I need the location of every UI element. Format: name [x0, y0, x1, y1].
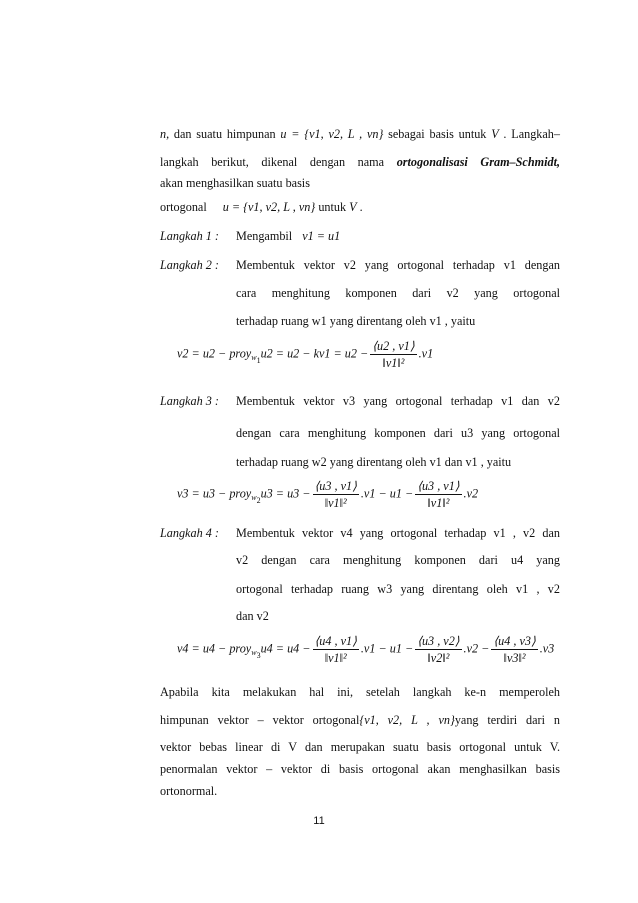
step3-formula: v3 = u3 − proy$_{w_2}$u3 = u3 − $\frac{⟨u3 , v1⟩}{\text{‖v1‖²}}$ .v1 − u1 − $\frac{⟨u3 , v1⟩}{\text{‖v1‖²}}$ .v2 [177, 479, 479, 510]
step2-formula-mid: u2 = u2 − kv1 = u2 − [260, 346, 369, 361]
intro-line-3: akan menghasilkan suatu basis [160, 176, 310, 190]
intro-text-c: . Langkah– [498, 127, 560, 141]
step3-fraction-1 [313, 479, 359, 510]
step4-fraction-2 [415, 634, 461, 665]
intro-line4-V: V [349, 200, 357, 214]
closing-line2-b: yang terdiri dari n [454, 713, 560, 727]
step3-numerator-1: ⟨u3 , v1⟩ [314, 479, 357, 493]
step4-formula-mid2: .v1 − u1 − [360, 641, 414, 656]
step4-denominator-1: ‖v1‖² [324, 651, 347, 665]
closing-line2-a: himpunan vektor – vektor ortogonal [160, 713, 360, 727]
step4-line-3: ortogonal terhadap ruang w3 yang direntang oleh v1 , v2 [236, 582, 560, 596]
intro-line-2 [160, 155, 560, 169]
intro-line4-set: u = {v1, v2, L , vn} [222, 200, 316, 214]
step3-formula-mid: u3 = u3 − [260, 486, 311, 501]
step4-label: Langkah 4 : [160, 526, 219, 540]
closing-set: {v1, v2, L , vn} [359, 713, 455, 727]
step4-fraction-1 [313, 634, 359, 665]
step3-denominator-1: ‖v1‖² [324, 496, 347, 510]
closing-line-3: vektor bebas linear di V dan merupakan suatu basis ortogonal untuk V. [160, 740, 560, 754]
closing-line-2 [160, 713, 560, 727]
step4-formula-mid3: .v2 − [463, 641, 490, 656]
intro-V: V [491, 127, 499, 141]
step3-formula-mid2: .v1 − u1 − [360, 486, 414, 501]
step2-formula: v2 = u2 − proy$_{w_1}$u2 = u2 − kv1 = u2 − $\frac{⟨u2 , v1⟩}{\text{‖v1‖²}}$ .v1 [177, 339, 434, 370]
intro-line2-text: langkah berikut, dikenal dengan nama [160, 155, 397, 169]
step4-numerator-1: ⟨u4 , v1⟩ [314, 634, 357, 648]
step2-formula-tail: .v1 [418, 346, 434, 361]
step2-line-2: cara menghitung komponen dari v2 yang ortogonal [236, 286, 560, 300]
step4-formula-mid: u4 = u4 − [260, 641, 311, 656]
step3-numerator-2: ⟨u3 , v1⟩ [417, 479, 460, 493]
step2-line-3: terhadap ruang w1 yang direntang oleh v1 , yaitu [236, 314, 476, 328]
step4-numerator-2: ⟨u3 , v2⟩ [417, 634, 460, 648]
step2-label: Langkah 2 : [160, 258, 219, 272]
intro-text-a: dan suatu himpunan [169, 127, 281, 141]
step1-formula: v1 = u1 [302, 229, 341, 243]
step3-fraction-2 [415, 479, 461, 510]
intro-line-4 [160, 200, 560, 214]
intro-line4-b: untuk [315, 200, 350, 214]
step3-line-2: dengan cara menghitung komponen dari u3 yang ortogonal [236, 426, 560, 440]
step4-line-2: v2 dengan cara menghitung komponen dari u4 yang [236, 553, 560, 567]
step4-denominator-2: ‖v2‖² [427, 651, 450, 665]
intro-line4-a: ortogonal [160, 200, 207, 214]
step4-formula: v4 = u4 − proy$_{w_3}$u4 = u4 − $\frac{⟨u4 , v1⟩}{\text{‖v1‖²}}$ .v1 − u1 − $\frac{⟨u3 , v2⟩}{\text{‖v2‖²}}$ .v2 − $\frac{⟨u4 , v3⟩}{\text{‖v3‖²}}$ .v3 [177, 634, 555, 665]
step3-formula-lhs: v3 = u3 − proy [177, 486, 252, 501]
closing-line-5: ortonormal. [160, 784, 218, 798]
step1-label: Langkah 1 : [160, 229, 219, 243]
step2-fraction [370, 339, 416, 370]
step4-denominator-3: ‖v3‖² [503, 651, 526, 665]
step4-fraction-3 [491, 634, 537, 665]
step2-numerator: ⟨u2 , v1⟩ [372, 339, 415, 353]
step3-denominator-2: ‖v1‖² [427, 496, 450, 510]
step4-numerator-3: ⟨u4 , v3⟩ [493, 634, 536, 648]
step3-line-1: Membentuk vektor v3 yang ortogonal terhadap v1 dan v2 [236, 394, 560, 408]
step4-formula-lhs: v4 = u4 − proy [177, 641, 252, 656]
step2-denominator: ‖v1‖² [382, 356, 405, 370]
page-number: 11 [313, 815, 325, 827]
step3-formula-tail: .v2 [463, 486, 479, 501]
intro-text-b: sebagai basis untuk [383, 127, 492, 141]
step2-formula-lhs: v2 = u2 − proy [177, 346, 252, 361]
step4-line-4: dan v2 [236, 609, 269, 623]
intro-set: u = {v1, v2, L , vn} [280, 127, 384, 141]
method-term: ortogonalisasi Gram–Schmidt, [396, 155, 561, 169]
step4-line-1: Membentuk vektor v4 yang ortogonal terhadap v1 , v2 dan [236, 526, 560, 540]
closing-line-4: penormalan vektor – vektor di basis ortogonal akan menghasilkan basis [160, 762, 560, 776]
step3-label: Langkah 3 : [160, 394, 219, 408]
closing-line-1: Apabila kita melakukan hal ini, setelah langkah ke-n memperoleh [160, 685, 560, 699]
intro-line-1 [160, 127, 560, 141]
step2-line-1: Membentuk vektor v2 yang ortogonal terhadap v1 dengan [236, 258, 560, 272]
intro-line4-c: . [356, 200, 363, 214]
step4-formula-tail: .v3 [539, 641, 555, 656]
step1-body [236, 229, 560, 243]
step3-line-3: terhadap ruang w2 yang direntang oleh v1 dan v1 , yaitu [236, 455, 512, 469]
intro-n: n, [160, 127, 170, 141]
step1-text: Mengambil [236, 229, 293, 243]
